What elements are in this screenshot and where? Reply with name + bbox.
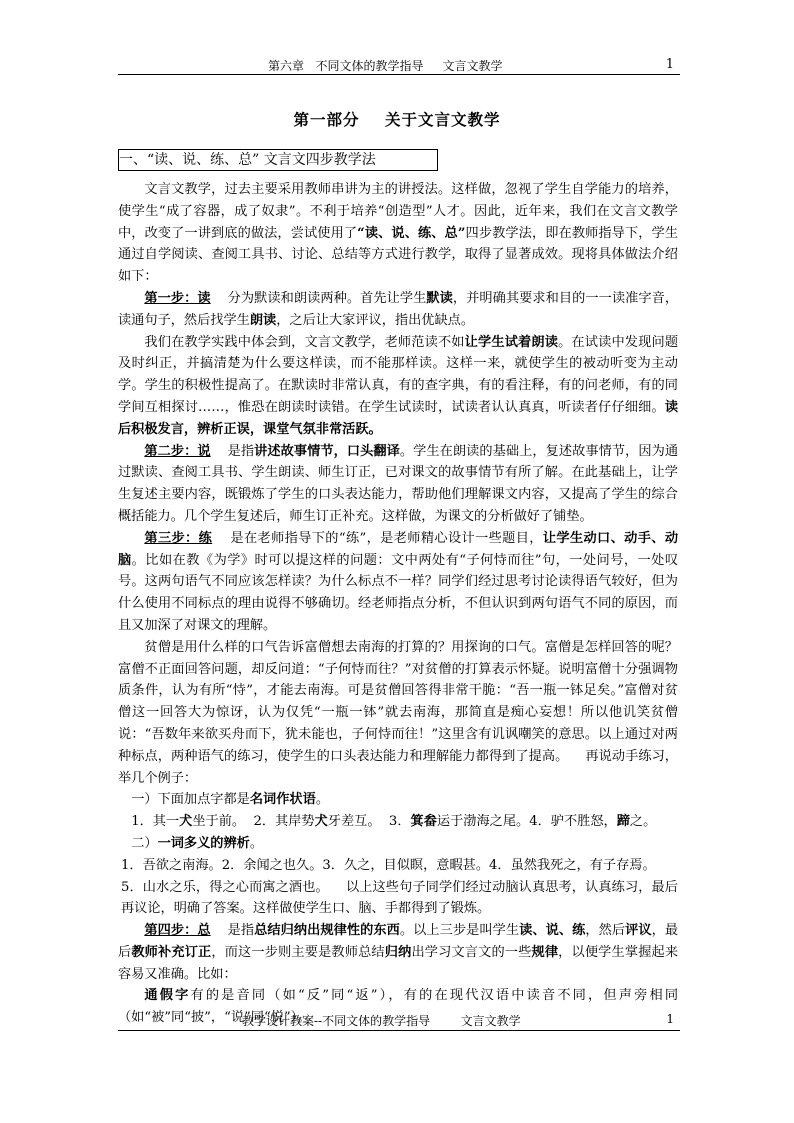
text: 我们在教学实践中体会到，文言文教学，老师范读不如 xyxy=(144,334,465,350)
spacer xyxy=(212,531,230,546)
bold-text: 归纳 xyxy=(384,944,412,960)
bold-text: 蹄 xyxy=(616,814,630,830)
text: ，而这一步则主要是教师总结 xyxy=(211,944,385,960)
paragraph-step1 xyxy=(118,288,678,332)
paragraph-example-discussion: 贫僧是用什么样的口气告诉富僧想去南海的打算的？用探询的口气。富僧是怎样回答的呢？富僧不正面回答问题，却反问道：“子何恃而往？”对贫僧的打算表示怀疑。说明富僧十分强调物质条件，认为有所“恃”，才能去南海。可是贫僧回答得非常干脆：“吾一瓶一钵足矣。”富僧对贫僧这一回答大为惊讶，认为仅凭“一瓶一钵”就去南海，那简直是痴心妄想！所以他讥笑贫僧说：“吾数年来欲买舟而下，犹未能也，子何恃而往！”这里含有讥讽嘲笑的意思。以上通过对两种标点，两种语气的练习，使学生的口头表达能力和理解能力都得到了提高。 再说动手练习，举几个例子： xyxy=(118,639,678,786)
text: ，以便学生掌握起来容易又准确。比如： xyxy=(118,944,679,982)
paragraph-exercise-1-items xyxy=(118,811,678,833)
text: ，然后 xyxy=(585,923,626,939)
step-label: 第四步：总 xyxy=(144,923,211,939)
text: 。学生在朗读的基础上，复述故事情节，因为通过默读、查阅工具书、学生朗读、师生订正，已对课文的故事情节有所了解。在此基础上，让学生复述主要内容，既锻炼了学生的口头表达能力，帮助他们理解课文内容，又提高了学生的综合概括能力。几个学生复述后，师生订正补充。这样做，为课文的分析做好了铺垫。 xyxy=(118,443,679,524)
bold-text: 一词多义的辨析 xyxy=(157,835,250,851)
text: 。比如在教《为学》时可以提这样的问题：文中两处有“子何恃而往”句，一处问号，一处叹号。这两句语气不同应该怎样读？为什么标点不一样？同学们经过思考讨论读得语气较好，但为什么使用不同标点的理由说得不够确切。经老师指点分析，不但认识到两句语气不同的原因，而且又加深了对课文的理解。 xyxy=(118,552,679,633)
bold-text: “读、说、练、总” xyxy=(357,225,466,241)
bold-text: 总结归纳出规律性的东西 xyxy=(254,923,400,939)
spacer xyxy=(211,923,228,938)
text: 一）下面加点字都是 xyxy=(131,792,250,808)
document-body xyxy=(118,179,678,1029)
text: 二） xyxy=(131,835,158,851)
page-header xyxy=(118,56,680,75)
text: 有的是音同（如“反”同“返”），有的在现代汉语中读音不同，但声旁相同（如“被”同“披”，“说”同“悦”）。 xyxy=(118,988,679,1026)
spacer xyxy=(211,291,228,306)
bold-text: 教师补充订正 xyxy=(131,944,212,960)
text: 1．其一 xyxy=(131,814,180,830)
bold-text: 规律 xyxy=(531,944,559,960)
bold-text: 朗读 xyxy=(249,312,277,328)
text: 运于渤海之尾。4．驴不胜怒， xyxy=(436,814,617,830)
text: 是在老师指导下的“练”，是老师精心设计一些题目， xyxy=(230,530,543,546)
text: 是指 xyxy=(227,443,255,459)
paragraph-exercise-2-summary: 5．山水之乐，得之心而寓之酒也。 以上这些句子同学们经过动脑认真思考，认真练习，最后再议论，明确了答案。这样做使学生口、脑、手都得到了锻炼。 xyxy=(121,879,678,917)
text: ，最后 xyxy=(118,923,679,960)
header-page-number: 1 xyxy=(665,57,674,72)
header-title: 第六章 不同文体的教学指导 文言文教学 xyxy=(268,59,503,73)
text: 。以上三步是叫学生 xyxy=(399,923,520,939)
section-heading: 一、“读、说、练、总” 文言文四步教学法 xyxy=(118,149,438,171)
text: 出学习文言文的一些 xyxy=(411,944,532,960)
text: 分为默读和朗读两种。首先让学生 xyxy=(227,290,427,306)
page-footer xyxy=(118,1008,680,1031)
text: 。 xyxy=(249,835,264,851)
bold-text: 评议 xyxy=(625,923,652,939)
step-label: 第二步：说 xyxy=(144,443,211,459)
text: 坐于前。 2．其岸势 xyxy=(192,814,315,830)
footer-page-number: 1 xyxy=(666,1012,674,1026)
step-label: 第三步：练 xyxy=(144,530,213,546)
text: 牙差互。 3． xyxy=(327,814,411,830)
bold-text: 通假字 xyxy=(144,988,191,1004)
text: 是指 xyxy=(227,923,255,939)
text: 。 xyxy=(315,792,329,808)
text: 之。 xyxy=(629,814,657,830)
bold-text: 名词作状语 xyxy=(249,792,316,808)
bold-text: 读、说、练 xyxy=(519,923,586,939)
step-label: 第一步：读 xyxy=(144,290,211,306)
bold-text: 箕畚 xyxy=(410,814,437,830)
text: 。在试读中发现问题及时纠正，并搞清楚为什么要这样读，而不能那样读。这样一来，就使学生的被动听变为主动学。学生的积极性提高了。在默读时非常认真，有的查字典，有的看注释，有的问老师，有的同学间互相探讨……，惟恐在朗读时读错。在学生试读时，试读者认认真真，听读者仔仔细细。 xyxy=(118,334,679,415)
paragraph-exercise-2-heading xyxy=(118,833,678,855)
paragraph-exercise-2-items: 1．吾欲之南海。2．余闻之也久。3．久之，目似瞑，意暇甚。4．虽然我死之，有子存焉。 xyxy=(121,857,656,873)
spacer xyxy=(211,444,228,459)
text: 文言文教学，过去主要采用教师串讲为主的讲授法。这样做，忽视了学生自学能力的培养，使学生“成了容器，成了奴隶”。不利于培养“创造型”人才。因此，近年来，我们在文言文教学中，改变了一讲到底的做法，尝试使用了 xyxy=(118,182,678,241)
paragraph-exercise-1-heading xyxy=(118,789,678,811)
paragraph-step2 xyxy=(118,441,678,528)
bold-text: 让学生试着朗读 xyxy=(464,334,559,350)
text: ，之后让大家评议，指出优缺点。 xyxy=(276,312,475,328)
footer-title: 教学设计教案--不同文体的教学指导 文言文教学 xyxy=(242,1014,521,1028)
bold-text: 犬 xyxy=(179,814,193,830)
paragraph-step1-detail xyxy=(118,332,678,441)
paragraph-intro xyxy=(118,179,678,288)
bold-text: 读后积极发言，辨析正误，课堂气氛非常活跃。 xyxy=(118,399,678,437)
text: ，并明确其要求和目的一一读准字音，读通句子，然后找学生 xyxy=(118,290,679,328)
bold-text: 默读 xyxy=(426,290,453,306)
paragraph-step4 xyxy=(118,920,678,985)
bold-text: 讲述故事情节，口头翻译 xyxy=(254,443,400,459)
page-title: 第一部分 关于文言文教学 xyxy=(293,110,501,129)
bold-text: 犬 xyxy=(314,814,328,830)
bold-text: 让学生动口、动手、动脑 xyxy=(118,530,679,568)
paragraph-step3 xyxy=(118,528,678,637)
text: 四步教学法，即在教师指导下，学生通过自学阅读、查阅工具书、讨论、总结等方式进行教学，取得了显著成效。现将具体做法介绍如下： xyxy=(118,225,679,285)
